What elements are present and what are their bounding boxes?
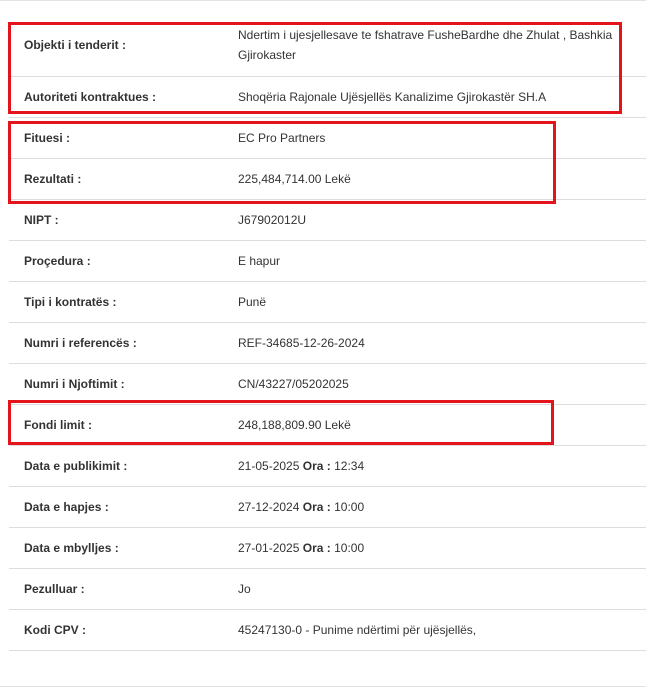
field-label: Kodi CPV :: [9, 609, 238, 650]
time-value: 12:34: [334, 458, 365, 473]
field-value: 248,188,809.90 Lekë: [238, 404, 646, 445]
field-value: REF-34685-12-26-2024: [238, 322, 646, 363]
row-fondi-limit: [9, 404, 646, 445]
field-value: CN/43227/05202025: [238, 363, 646, 404]
field-label: Objekti i tenderit :: [9, 15, 238, 76]
ora-label: Ora :: [302, 458, 331, 473]
field-label: Data e mbylljes :: [9, 527, 238, 568]
field-value: Shoqëria Rajonale Ujësjellës Kanalizime Gjirokastër SH.A: [238, 76, 646, 117]
date-value: 27-12-2024: [238, 499, 300, 514]
field-value: E hapur: [238, 240, 646, 281]
row-tipi-kontrates: [9, 281, 646, 322]
field-label: Data e publikimit :: [9, 445, 238, 486]
row-nipt: [9, 199, 646, 240]
field-label: Fituesi :: [9, 117, 238, 158]
row-kodi-cpv: [9, 609, 646, 650]
row-pezulluar: [9, 568, 646, 609]
ora-label: Ora :: [302, 540, 331, 555]
field-label: Autoriteti kontraktues :: [9, 76, 238, 117]
field-label: Rezultati :: [9, 158, 238, 199]
field-value: Ndertim i ujesjellesave te fshatrave FusheBardhe dhe Zhulat , Bashkia Gjirokaster: [238, 15, 646, 76]
row-data-publikimit: [9, 445, 646, 486]
field-label: Tipi i kontratës :: [9, 281, 238, 322]
field-value: EC Pro Partners: [238, 117, 646, 158]
time-value: 10:00: [334, 540, 365, 555]
field-label: Data e hapjes :: [9, 486, 238, 527]
field-label: Numri i Njoftimit :: [9, 363, 238, 404]
field-label: NIPT :: [9, 199, 238, 240]
time-value: 10:00: [334, 499, 365, 514]
field-label: Proçedura :: [9, 240, 238, 281]
field-value: Jo: [238, 568, 646, 609]
row-numri-njoftimit: [9, 363, 646, 404]
field-value: Punë: [238, 281, 646, 322]
row-rezultati: [9, 158, 646, 199]
date-value: 27-01-2025: [238, 540, 300, 555]
bottom-divider: [0, 686, 646, 687]
row-data-mbylljes: [9, 527, 646, 568]
field-label: Fondi limit :: [9, 404, 238, 445]
field-value: [238, 527, 646, 568]
row-objekti: [9, 15, 646, 76]
field-label: Numri i referencës :: [9, 322, 238, 363]
tender-details-table: [9, 15, 646, 651]
field-label: Pezulluar :: [9, 568, 238, 609]
row-fituesi: [9, 117, 646, 158]
field-value: J67902012U: [238, 199, 646, 240]
field-value: [238, 486, 646, 527]
field-value: [238, 445, 646, 486]
row-procedura: [9, 240, 646, 281]
date-value: 21-05-2025: [238, 458, 300, 473]
field-value: 225,484,714.00 Lekë: [238, 158, 646, 199]
row-numri-references: [9, 322, 646, 363]
ora-label: Ora :: [302, 499, 331, 514]
row-data-hapjes: [9, 486, 646, 527]
row-autoriteti: [9, 76, 646, 117]
top-divider: [0, 0, 646, 1]
field-value: 45247130-0 - Punime ndërtimi për ujësjellës,: [238, 609, 646, 650]
